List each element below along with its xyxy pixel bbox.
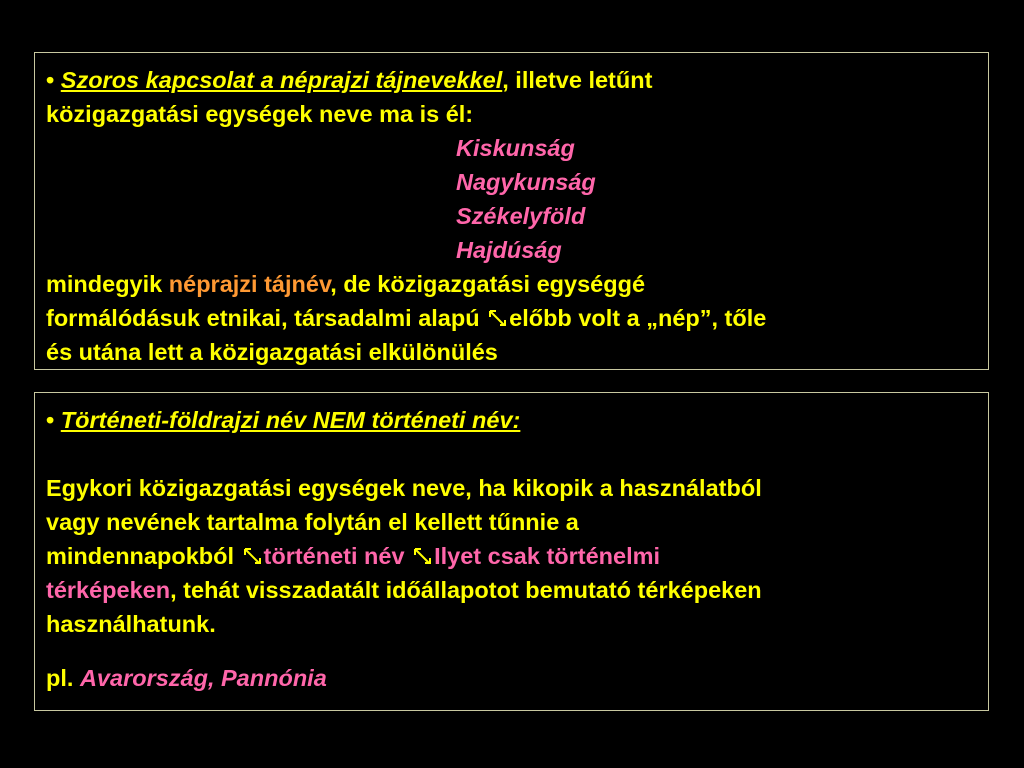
box2-p-line5: használhatunk. — [46, 611, 216, 637]
example-kiskunsag: Kiskunság — [456, 135, 575, 161]
box2-p-line3-a: mindennapokból — [46, 543, 241, 569]
example-hajdusag: Hajdúság — [456, 237, 562, 263]
box2-historic-maps-b: térképeken — [46, 577, 171, 603]
box2-example-prefix: pl. — [46, 665, 80, 691]
box1-line2: közigazgatási egységek neve ma is él: — [46, 101, 474, 127]
box2-example-names: Avarország, Pannónia — [79, 665, 327, 691]
box2-p-line2: vagy nevének tartalma folytán el kellett tűnnie a — [46, 509, 579, 535]
box2-p-line4-rest: , tehát visszadatált időállapotot bemutató térképeken — [170, 577, 762, 603]
box2-heading-line — [46, 403, 980, 437]
box1-heading-italic: Szoros kapcsolat a néprajzi tájnevekkel — [60, 67, 503, 93]
box1-paragraph-line2 — [46, 301, 980, 335]
box1-paragraph-line1 — [46, 267, 980, 301]
arrow-icon — [243, 546, 263, 566]
box1-paragraph-line3: és utána lett a közigazgatási elkülönülés — [46, 339, 498, 365]
example-nagykunsag: Nagykunság — [456, 169, 596, 195]
arrow-icon — [413, 546, 433, 566]
bullet: • — [46, 407, 55, 433]
bullet: • — [46, 67, 55, 93]
box1-heading-rest: , illetve letűnt — [502, 67, 653, 93]
box2-heading: Történeti-földrajzi név NEM történeti név: — [60, 407, 521, 433]
box2-example-line — [46, 661, 980, 695]
arrow-icon — [488, 308, 508, 328]
box1-p-highlight: néprajzi tájnév — [168, 271, 331, 297]
box1-p-rest: , de közigazgatási egységgé — [330, 271, 646, 297]
box2-historic-name: történeti név — [263, 543, 412, 569]
box2-historic-maps-a: Ilyet csak történelmi — [434, 543, 661, 569]
spacer — [46, 437, 980, 471]
text-box-1 — [34, 52, 989, 370]
box2-p-line1: Egykori közigazgatási egységek neve, ha kikopik a használatból — [46, 475, 762, 501]
box2-p-line4 — [46, 573, 980, 607]
box1-heading-line — [46, 63, 980, 97]
text-box-2 — [34, 392, 989, 711]
box2-p-line3 — [46, 539, 980, 573]
box1-p-line2-a: formálódásuk etnikai, társadalmi alapú — [46, 305, 487, 331]
box1-p-start: mindegyik — [46, 271, 169, 297]
example-szekelyfold: Székelyföld — [456, 203, 586, 229]
box1-p-line2-b: előbb volt a „nép”, tőle — [509, 305, 767, 331]
spacer — [46, 641, 980, 661]
